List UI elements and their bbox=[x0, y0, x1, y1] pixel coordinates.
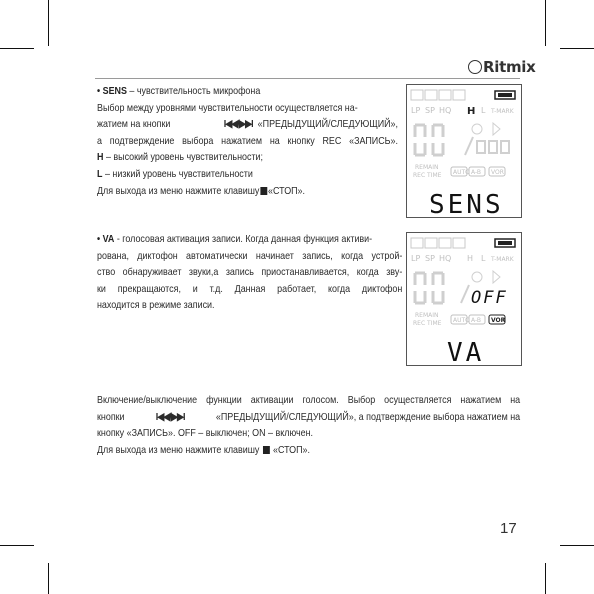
va-line: ки прекращаются, и т.д. Данная работает, когда диктофон bbox=[97, 283, 403, 295]
sens-exit-line bbox=[97, 184, 398, 201]
lcd-aux-label: A-B bbox=[471, 317, 482, 324]
lcd-aux-label: VOR bbox=[491, 169, 504, 176]
lcd-aux-label: AUTO bbox=[453, 317, 470, 324]
voice-section bbox=[97, 393, 520, 459]
lcd-sens-graphic bbox=[407, 85, 521, 217]
voice-exit-text: Для выхода из меню нажмите клавишу bbox=[97, 444, 260, 456]
lcd-row-label: HQ bbox=[439, 106, 452, 115]
crop-mark bbox=[48, 563, 49, 594]
lcd-segment bbox=[439, 238, 451, 248]
play-icon-ghost bbox=[493, 271, 500, 283]
crop-mark bbox=[48, 0, 49, 46]
lcd-row-label: HQ bbox=[439, 254, 452, 263]
lcd-main-text: VA bbox=[447, 338, 485, 365]
lcd-side-text: OFF bbox=[471, 288, 508, 308]
va-line: находится в режиме записи. bbox=[97, 300, 215, 312]
lcd-rec-time: REC TIME bbox=[413, 172, 442, 179]
lcd-aux-label: A-B bbox=[471, 169, 482, 176]
lcd-aux-label: AUTO bbox=[453, 169, 470, 176]
sens-l-text: – низкий уровень чувствительности bbox=[102, 168, 253, 180]
header-rule bbox=[95, 78, 520, 79]
battery-fill bbox=[498, 93, 512, 97]
va-section bbox=[97, 232, 402, 315]
lcd-active-aux: VOR bbox=[491, 317, 506, 324]
lcd-active-key: H bbox=[467, 106, 476, 117]
crop-mark bbox=[560, 545, 594, 546]
lcd-segment bbox=[411, 238, 423, 248]
lcd-row-label: SP bbox=[425, 106, 435, 115]
sens-h-line bbox=[97, 150, 398, 167]
sens-l-key: L bbox=[97, 168, 103, 180]
lcd-segment bbox=[411, 90, 423, 100]
va-line: рована, диктофон автоматически начинает запись, когда устрой- bbox=[97, 250, 403, 262]
va-line: ство обнаруживает звуки,а запись приостанавливается, когда зву- bbox=[97, 267, 403, 279]
va-heading bbox=[97, 232, 402, 249]
sens-confirm-line: а подтверждение выбора нажатием на кнопку REC «ЗАПИСЬ». bbox=[97, 135, 398, 147]
lcd-segment bbox=[439, 90, 451, 100]
prev-next-icon: I◀◀/▶▶I bbox=[223, 119, 253, 131]
battery-fill bbox=[498, 241, 512, 245]
lcd-digit-ghost bbox=[433, 273, 443, 303]
sens-line: Выбор между уровнями чувствительности осуществляется на- bbox=[97, 102, 358, 114]
voice-line-3: кнопку «ЗАПИСЬ». OFF – выключен; ON – включен. bbox=[97, 428, 314, 440]
lcd-display-sens bbox=[406, 84, 522, 218]
lcd-segment bbox=[425, 238, 437, 248]
lcd-segment bbox=[425, 90, 437, 100]
lcd-row-label: SP bbox=[425, 254, 435, 263]
sens-l-line bbox=[97, 167, 398, 184]
stop-icon bbox=[263, 446, 270, 454]
crop-mark bbox=[560, 48, 594, 49]
lcd-row-label: L bbox=[481, 106, 486, 115]
prev-next-icon: I◀◀/▶▶I bbox=[155, 411, 185, 423]
lcd-digit-ghost bbox=[415, 273, 425, 303]
voice-line-2 bbox=[97, 410, 520, 427]
lcd-segment bbox=[453, 238, 465, 248]
crop-mark bbox=[545, 563, 546, 594]
lcd-digit-ghost bbox=[415, 125, 425, 155]
lcd-row-label: T-MARK bbox=[491, 108, 514, 115]
page-number: 17 bbox=[500, 520, 517, 537]
logo-text: Ritmix bbox=[483, 58, 536, 76]
sens-exit-label: «СТОП». bbox=[268, 185, 306, 197]
sens-line: жатием на кнопки bbox=[97, 119, 171, 131]
voice-line-1: Включение/выключение функции активации голосом. Выбор осуществляется нажатием на bbox=[97, 395, 521, 406]
brand-logo bbox=[468, 58, 536, 76]
lcd-remain: REMAIN bbox=[415, 164, 439, 171]
rec-dot-ghost bbox=[472, 124, 482, 134]
crop-mark bbox=[545, 0, 546, 46]
lcd-va-graphic bbox=[407, 233, 521, 365]
stop-icon bbox=[260, 187, 267, 195]
voice-line-2-rest: «ПРЕДЫДУЩИЙ/СЛЕДУЮЩИЙ», а подтверждение выбора нажатием на bbox=[215, 411, 521, 423]
lcd-digit-ghost bbox=[433, 125, 443, 155]
voice-exit-line bbox=[97, 443, 520, 460]
sens-h-text: – высокий уровень чувствительности; bbox=[103, 152, 264, 164]
crop-mark bbox=[0, 48, 34, 49]
sens-heading bbox=[97, 84, 398, 101]
voice-line-2-prefix: кнопки bbox=[97, 411, 125, 423]
crop-mark bbox=[0, 545, 34, 546]
sens-title: • SENS bbox=[97, 86, 127, 97]
lcd-rec-time: REC TIME bbox=[413, 320, 442, 327]
sens-h-key: H bbox=[97, 152, 104, 164]
play-icon-ghost bbox=[493, 123, 500, 135]
lcd-small-digits-ghost bbox=[477, 141, 509, 153]
sens-exit-text: Для выхода из меню нажмите клавишу bbox=[97, 185, 260, 197]
lcd-slash-ghost bbox=[461, 285, 469, 303]
lcd-display-va bbox=[406, 232, 522, 366]
logo-mark-icon bbox=[468, 60, 482, 74]
rec-dot-ghost bbox=[472, 272, 482, 282]
sens-nav-label: «ПРЕДЫДУЩИЙ/СЛЕДУЮЩИЙ», bbox=[257, 119, 398, 131]
sens-title-rest: – чувствительность микрофона bbox=[126, 86, 261, 97]
lcd-slash-ghost bbox=[465, 137, 473, 155]
lcd-row-label: LP bbox=[411, 254, 421, 263]
lcd-row-label: H bbox=[467, 254, 474, 263]
sens-nav-line bbox=[97, 117, 398, 134]
lcd-main-text: SENS bbox=[429, 190, 504, 217]
voice-exit-label: «СТОП». bbox=[272, 444, 310, 456]
lcd-segment bbox=[453, 90, 465, 100]
sens-nav bbox=[224, 117, 398, 134]
lcd-row-label: LP bbox=[411, 106, 421, 115]
lcd-row-label: L bbox=[481, 254, 486, 263]
va-title-rest: - голосовая активация записи. Когда данная функция активи- bbox=[114, 234, 373, 245]
lcd-row-label: T-MARK bbox=[491, 256, 514, 263]
va-title: • VA bbox=[97, 234, 115, 245]
lcd-remain: REMAIN bbox=[415, 312, 439, 319]
sens-section bbox=[97, 84, 398, 200]
